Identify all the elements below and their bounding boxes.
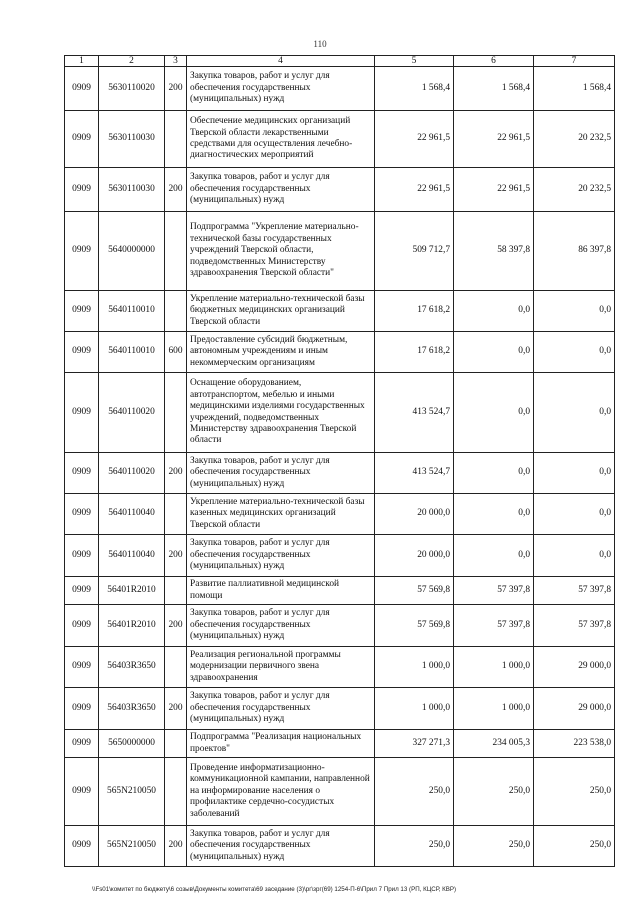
amount-col6: 22 961,5	[454, 168, 534, 212]
section-code: 0909	[65, 494, 99, 535]
amount-col7: 57 397,8	[534, 577, 615, 605]
amount-col5: 57 569,8	[375, 605, 454, 647]
amount-col6: 1 000,0	[454, 647, 534, 688]
target-code: 56401R2010	[99, 605, 165, 647]
amount-col5: 327 271,3	[375, 730, 454, 758]
item-name: Закупка товаров, работ и услуг для обеспечения государственных (муниципальных) нужд	[187, 453, 375, 494]
amount-col6: 57 397,8	[454, 577, 534, 605]
target-code: 5630110030	[99, 111, 165, 168]
table-row	[65, 332, 615, 373]
section-code: 0909	[65, 373, 99, 453]
amount-col5: 1 568,4	[375, 67, 454, 111]
target-code: 5630110030	[99, 168, 165, 212]
amount-col7: 250,0	[534, 758, 615, 826]
item-name: Оснащение оборудованием, автотранспортом, мебелью и иными медицинскими изделиями государственных учреждений, подведомственных Министерству здравоохранения Тверской области	[187, 373, 375, 453]
amount-col5: 1 000,0	[375, 647, 454, 688]
target-code: 5640110010	[99, 332, 165, 373]
amount-col7: 29 000,0	[534, 647, 615, 688]
amount-col7: 1 568,4	[534, 67, 615, 111]
amount-col5: 22 961,5	[375, 111, 454, 168]
table-row	[65, 826, 615, 867]
table-row	[65, 212, 615, 291]
target-code: 56403R3650	[99, 647, 165, 688]
item-name: Подпрограмма "Укрепление материально-технической базы государственных учреждений Тверской области, подведомственных Министерству здравоохранения Тверской области"	[187, 212, 375, 291]
amount-col6: 250,0	[454, 758, 534, 826]
table-row	[65, 291, 615, 332]
expense-type-code: 200	[165, 168, 187, 212]
amount-col6: 0,0	[454, 291, 534, 332]
item-name: Укрепление материально-технической базы казенных медицинских организаций Тверской области	[187, 494, 375, 535]
header-cell: 2	[99, 56, 165, 67]
expense-type-code: 200	[165, 826, 187, 867]
item-name: Закупка товаров, работ и услуг для обеспечения государственных (муниципальных) нужд	[187, 605, 375, 647]
section-code: 0909	[65, 605, 99, 647]
amount-col6: 234 005,3	[454, 730, 534, 758]
section-code: 0909	[65, 758, 99, 826]
table-row	[65, 373, 615, 453]
amount-col7: 250,0	[534, 826, 615, 867]
target-code: 5640000000	[99, 212, 165, 291]
table-row	[65, 67, 615, 111]
table-row	[65, 647, 615, 688]
amount-col5: 250,0	[375, 758, 454, 826]
amount-col5: 1 000,0	[375, 688, 454, 730]
expense-type-code	[165, 111, 187, 168]
section-code: 0909	[65, 453, 99, 494]
section-code: 0909	[65, 168, 99, 212]
expense-type-code	[165, 730, 187, 758]
item-name: Закупка товаров, работ и услуг для обеспечения государственных (муниципальных) нужд	[187, 535, 375, 577]
amount-col6: 0,0	[454, 453, 534, 494]
amount-col6: 1 000,0	[454, 688, 534, 730]
amount-col7: 0,0	[534, 535, 615, 577]
header-cell: 3	[165, 56, 187, 67]
item-name: Закупка товаров, работ и услуг для обеспечения государственных (муниципальных) нужд	[187, 67, 375, 111]
amount-col5: 413 524,7	[375, 453, 454, 494]
expense-type-code	[165, 647, 187, 688]
amount-col6: 0,0	[454, 535, 534, 577]
amount-col6: 0,0	[454, 373, 534, 453]
amount-col6: 22 961,5	[454, 111, 534, 168]
amount-col7: 0,0	[534, 291, 615, 332]
amount-col5: 20 000,0	[375, 494, 454, 535]
item-name: Развитие паллиативной медицинской помощи	[187, 577, 375, 605]
amount-col7: 223 538,0	[534, 730, 615, 758]
header-cell: 1	[65, 56, 99, 67]
amount-col6: 57 397,8	[454, 605, 534, 647]
expense-type-code	[165, 212, 187, 291]
target-code: 5640110040	[99, 535, 165, 577]
amount-col5: 413 524,7	[375, 373, 454, 453]
section-code: 0909	[65, 111, 99, 168]
target-code: 5640110010	[99, 291, 165, 332]
amount-col6: 58 397,8	[454, 212, 534, 291]
table-row	[65, 494, 615, 535]
table-row	[65, 111, 615, 168]
budget-table	[64, 55, 615, 867]
section-code: 0909	[65, 67, 99, 111]
expense-type-code: 200	[165, 535, 187, 577]
item-name: Закупка товаров, работ и услуг для обеспечения государственных (муниципальных) нужд	[187, 826, 375, 867]
item-name: Обеспечение медицинских организаций Тверской области лекарственными средствами для осуществления лечебно-диагностических мероприятий	[187, 111, 375, 168]
amount-col7: 20 232,5	[534, 168, 615, 212]
header-cell: 7	[534, 56, 615, 67]
header-cell: 6	[454, 56, 534, 67]
item-name: Реализация региональной программы модернизации первичного звена здравоохранения	[187, 647, 375, 688]
footer-file-path: \\Fs01\комитет по бюджету\6 созыв\Документы комитета\69 заседание (3)\рг\зрг(69) 1254-П-6\Прил 7 Прил 13 (РП, КЦСР, КВР)	[92, 886, 457, 893]
amount-col5: 17 618,2	[375, 332, 454, 373]
amount-col5: 250,0	[375, 826, 454, 867]
amount-col5: 509 712,7	[375, 212, 454, 291]
expense-type-code: 200	[165, 605, 187, 647]
item-name: Укрепление материально-технической базы бюджетных медицинских организаций Тверской области	[187, 291, 375, 332]
table-row	[65, 168, 615, 212]
expense-type-code: 600	[165, 332, 187, 373]
item-name: Закупка товаров, работ и услуг для обеспечения государственных (муниципальных) нужд	[187, 168, 375, 212]
target-code: 5640110020	[99, 373, 165, 453]
section-code: 0909	[65, 577, 99, 605]
amount-col7: 29 000,0	[534, 688, 615, 730]
table-row	[65, 453, 615, 494]
amount-col7: 57 397,8	[534, 605, 615, 647]
header-row	[65, 56, 615, 67]
target-code: 5640110040	[99, 494, 165, 535]
expense-type-code	[165, 291, 187, 332]
section-code: 0909	[65, 826, 99, 867]
section-code: 0909	[65, 688, 99, 730]
item-name: Закупка товаров, работ и услуг для обеспечения государственных (муниципальных) нужд	[187, 688, 375, 730]
section-code: 0909	[65, 647, 99, 688]
expense-type-code	[165, 577, 187, 605]
amount-col6: 250,0	[454, 826, 534, 867]
amount-col6: 0,0	[454, 494, 534, 535]
amount-col5: 57 569,8	[375, 577, 454, 605]
table-row	[65, 605, 615, 647]
amount-col5: 17 618,2	[375, 291, 454, 332]
table-row	[65, 577, 615, 605]
section-code: 0909	[65, 212, 99, 291]
target-code: 56401R2010	[99, 577, 165, 605]
table-row	[65, 535, 615, 577]
header-cell: 4	[187, 56, 375, 67]
expense-type-code	[165, 373, 187, 453]
item-name: Предоставление субсидий бюджетным, автономным учреждениям и иным некоммерческим организациям	[187, 332, 375, 373]
section-code: 0909	[65, 291, 99, 332]
expense-type-code: 200	[165, 688, 187, 730]
expense-type-code: 200	[165, 67, 187, 111]
target-code: 5640110020	[99, 453, 165, 494]
section-code: 0909	[65, 535, 99, 577]
amount-col7: 86 397,8	[534, 212, 615, 291]
table-row	[65, 758, 615, 826]
amount-col5: 22 961,5	[375, 168, 454, 212]
amount-col7: 0,0	[534, 494, 615, 535]
target-code: 5630110020	[99, 67, 165, 111]
expense-type-code	[165, 494, 187, 535]
expense-type-code: 200	[165, 453, 187, 494]
item-name: Проведение информатизационно-коммуникационной кампании, направленной на информирование населения о профилактике сердечно-сосудистых заболеваний	[187, 758, 375, 826]
section-code: 0909	[65, 730, 99, 758]
amount-col6: 0,0	[454, 332, 534, 373]
amount-col7: 20 232,5	[534, 111, 615, 168]
target-code: 56403R3650	[99, 688, 165, 730]
target-code: 5650000000	[99, 730, 165, 758]
table-row	[65, 730, 615, 758]
amount-col6: 1 568,4	[454, 67, 534, 111]
header-cell: 5	[375, 56, 454, 67]
section-code: 0909	[65, 332, 99, 373]
amount-col7: 0,0	[534, 373, 615, 453]
amount-col5: 20 000,0	[375, 535, 454, 577]
expense-type-code	[165, 758, 187, 826]
item-name: Подпрограмма "Реализация национальных проектов"	[187, 730, 375, 758]
amount-col7: 0,0	[534, 332, 615, 373]
table-row	[65, 688, 615, 730]
page-number: 110	[313, 39, 327, 49]
target-code: 565N210050	[99, 758, 165, 826]
target-code: 565N210050	[99, 826, 165, 867]
amount-col7: 0,0	[534, 453, 615, 494]
